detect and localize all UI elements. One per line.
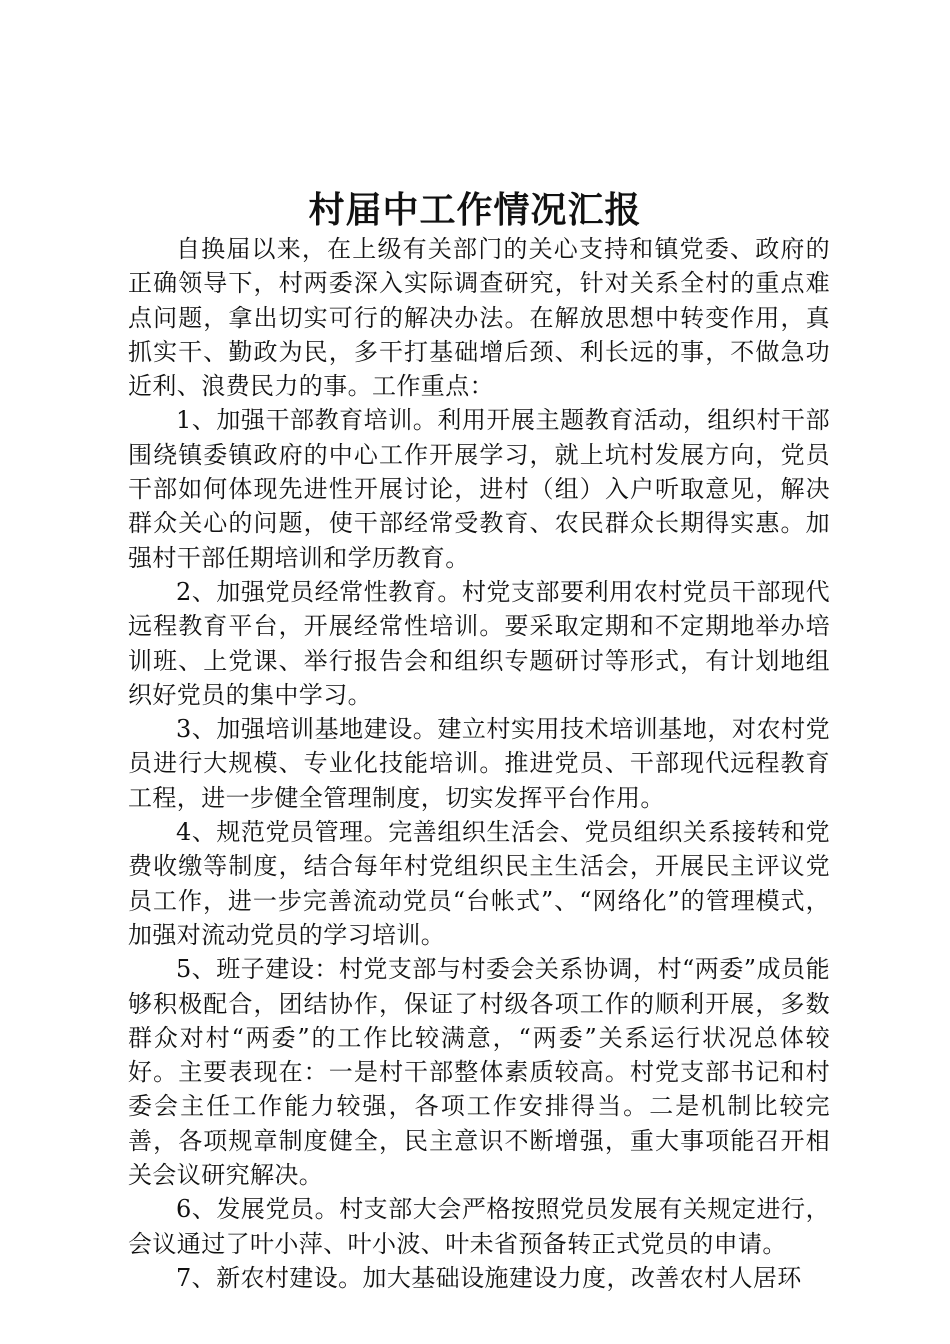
paragraph-item-6: 6、发展党员。村支部大会严格按照党员发展有关规定进行，会议通过了叶小萍、叶小波、叶未省预备转正式党员的申请。 xyxy=(128,1195,830,1258)
paragraph-item-5: 5、班子建设：村党支部与村委会关系协调，村“两委”成员能够积极配合，团结协作，保证了村级各项工作的顺利开展，多数群众对村“两委”的工作比较满意，“两委”关系运行状况总体较好。主要表现在：一是村干部整体素质较高。村党支部书记和村委会主任工作能力较强，各项工作安排得当。二是机制比较完善，各项规章制度健全，民主意识不断增强，重大事项能召开相关会议研究解决。 xyxy=(128,955,830,1190)
document-title: 村届中工作情况汇报 xyxy=(308,189,642,231)
document-body xyxy=(128,232,830,1295)
paragraph-intro: 自换届以来，在上级有关部门的关心支持和镇党委、政府的正确领导下，村两委深入实际调查研究，针对关系全村的重点难点问题，拿出切实可行的解决办法。在解放思想中转变作用，真抓实干、勤政为民，多干打基础增后颈、利长远的事，不做急功近利、浪费民力的事。工作重点： xyxy=(128,235,830,401)
paragraph-item-2: 2、加强党员经常性教育。村党支部要利用农村党员干部现代远程教育平台，开展经常性培训。要采取定期和不定期地举办培训班、上党课、举行报告会和组织专题研讨等形式，有计划地组织好党员的集中学习。 xyxy=(128,577,830,709)
paragraph-item-7: 7、新农村建设。加大基础设施建设力度，改善农村人居环 xyxy=(176,1263,802,1292)
paragraph-item-4: 4、规范党员管理。完善组织生活会、党员组织关系接转和党费收缴等制度，结合每年村党组织民主生活会，开展民主评议党员工作，进一步完善流动党员“台帐式”、“网络化”的管理模式，加强对流动党员的学习培训。 xyxy=(128,818,830,949)
paragraph-item-3: 3、加强培训基地建设。建立村实用技术培训基地，对农村党员进行大规模、专业化技能培训。推进党员、干部现代远程教育工程，进一步健全管理制度，切实发挥平台作用。 xyxy=(128,715,830,812)
paragraph-item-1: 1、加强干部教育培训。利用开展主题教育活动，组织村干部围绕镇委镇政府的中心工作开展学习，就上坑村发展方向，党员干部如何体现先进性开展讨论，进村（组）入户听取意见，解决群众关心的问题，使干部经常受教育、农民群众长期得实惠。加强村干部任期培训和学历教育。 xyxy=(128,406,830,572)
